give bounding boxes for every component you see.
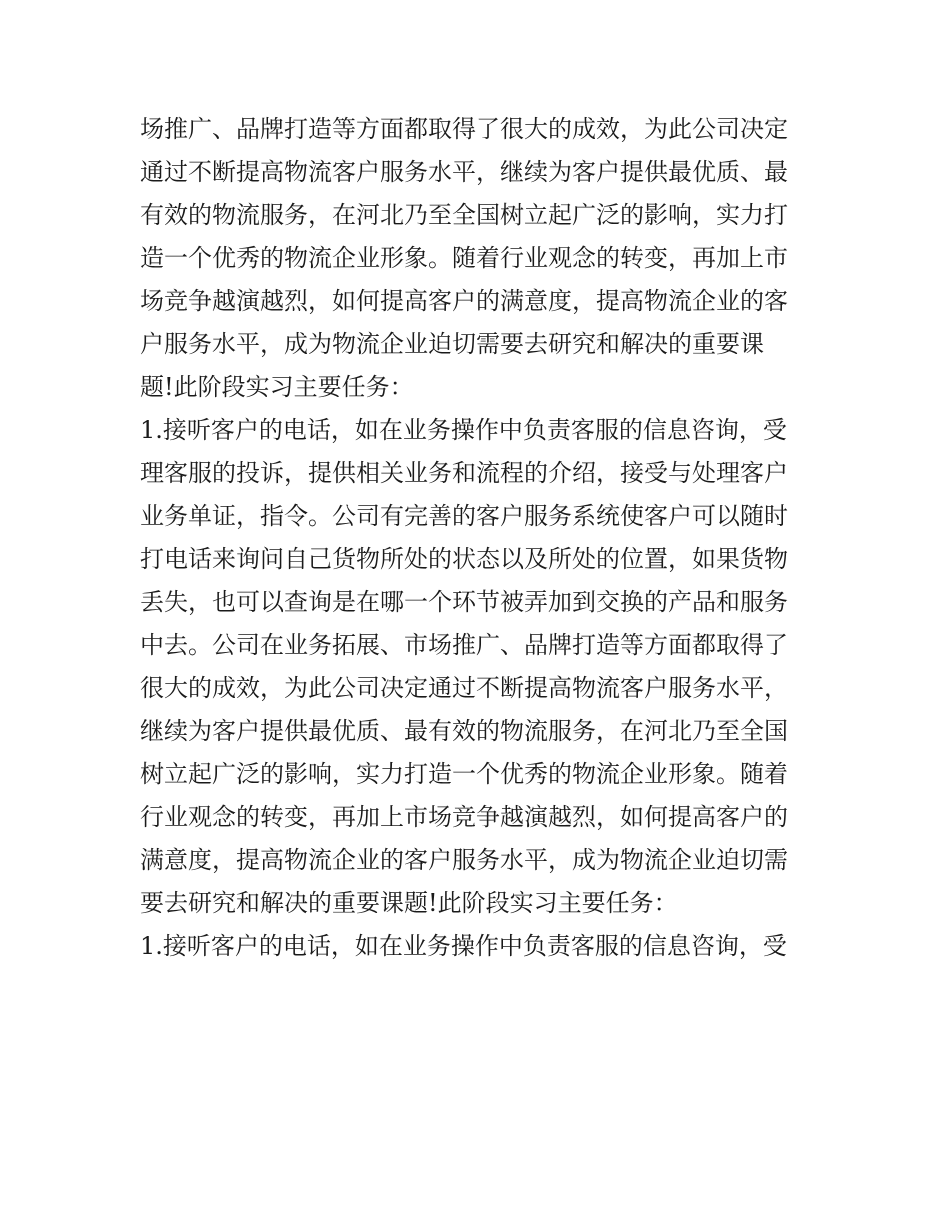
text-line: 有效的物流服务，在河北乃至全国树立起广泛的影响，实力打 <box>140 201 788 229</box>
text-line: 造一个优秀的物流企业形象。随着行业观念的转变，再加上市 <box>140 244 788 272</box>
text-line: 继续为客户提供最优质、最有效的物流服务，在河北乃至全国 <box>140 717 788 745</box>
text-line: 场竞争越演越烈，如何提高客户的满意度，提高物流企业的客 <box>140 287 788 315</box>
text-line: 满意度，提高物流企业的客户服务水平，成为物流企业迫切需 <box>140 846 788 874</box>
text-line: 打电话来询问自己货物所处的状态以及所处的位置，如果货物 <box>140 545 788 573</box>
text-line: 理客服的投诉，提供相关业务和流程的介绍，接受与处理客户 <box>140 459 788 487</box>
text-line: 1.接听客户的电话，如在业务操作中负责客服的信息咨询，受 <box>140 416 787 444</box>
text-line: 行业观念的转变，再加上市场竞争越演越烈，如何提高客户的 <box>140 803 788 831</box>
text-line: 户服务水平，成为物流企业迫切需要去研究和解决的重要课 <box>140 330 764 358</box>
text-line: 题!此阶段实习主要任务： <box>140 373 414 401</box>
text-line: 树立起广泛的影响，实力打造一个优秀的物流企业形象。随着 <box>140 760 788 788</box>
text-line: 中去。公司在业务拓展、市场推广、品牌打造等方面都取得了 <box>140 631 788 659</box>
text-line: 1.接听客户的电话，如在业务操作中负责客服的信息咨询，受 <box>140 932 787 960</box>
text-line: 要去研究和解决的重要课题!此阶段实习主要任务： <box>140 889 678 917</box>
text-line: 很大的成效，为此公司决定通过不断提高物流客户服务水平， <box>140 674 788 702</box>
text-line: 场推广、品牌打造等方面都取得了很大的成效，为此公司决定 <box>140 115 788 143</box>
text-line: 通过不断提高物流客户服务水平，继续为客户提供最优质、最 <box>140 158 788 186</box>
text-line: 丢失，也可以查询是在哪一个环节被弄加到交换的产品和服务 <box>140 588 788 616</box>
body-text <box>140 108 820 968</box>
text-line: 业务单证，指令。公司有完善的客户服务系统使客户可以随时 <box>140 502 788 530</box>
